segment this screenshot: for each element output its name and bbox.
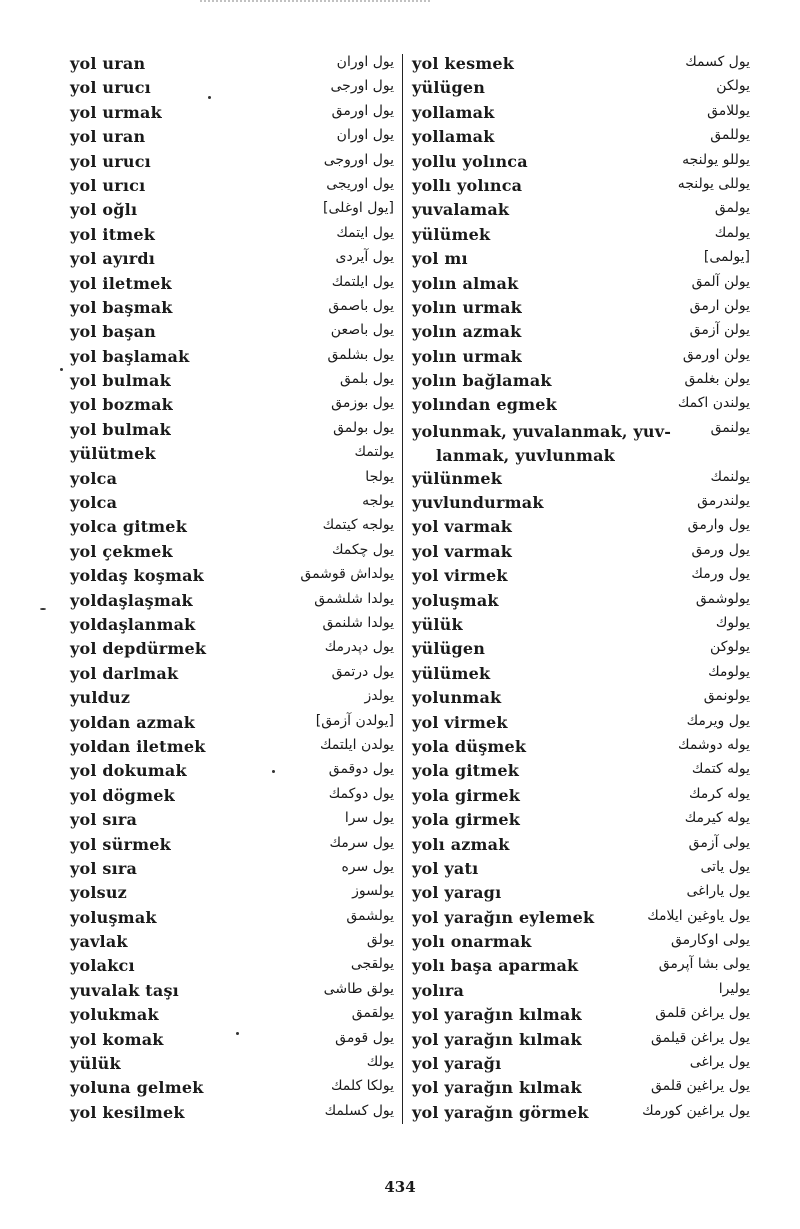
entry-transliteration: yol dokumak [70, 761, 187, 781]
dictionary-entry [70, 491, 400, 515]
entry-arabic-script: یول وارمق [687, 517, 750, 534]
entry-arabic-script: یوللی یولنجه [677, 175, 750, 192]
dictionary-entry [412, 345, 750, 369]
entry-transliteration: yol bulmak [70, 419, 171, 439]
entry-transliteration: yolca [70, 468, 118, 488]
entry-transliteration: yol virmek [412, 566, 508, 586]
entry-transliteration: yol kesmek [412, 54, 515, 73]
entry-transliteration: yolunmak [412, 688, 502, 708]
dictionary-entry [412, 272, 750, 296]
entry-transliteration: yol sıra [70, 858, 138, 878]
dictionary-entry [412, 613, 750, 637]
entry-arabic-script: یول ایلتمك [331, 273, 394, 290]
entry-transliteration-continued: lanmak, yuvlunmak [436, 445, 615, 465]
entry-arabic-script: یوله کتمك [691, 761, 750, 778]
entry-arabic-script: یول اوریجی [326, 175, 394, 192]
dictionary-entry [412, 418, 750, 467]
entry-arabic-script: یول اورمق [331, 102, 394, 119]
dictionary-entry [70, 711, 400, 735]
dictionary-entry [70, 540, 400, 564]
entry-transliteration: yolın azmak [412, 322, 522, 342]
dictionary-entry [412, 52, 750, 76]
dictionary-entry [70, 320, 400, 344]
entry-transliteration: yoluşmak [412, 590, 499, 610]
entry-transliteration: yol yarağın kılmak [412, 1029, 582, 1049]
dictionary-entry [412, 76, 750, 100]
entry-arabic-script: یول یراغی [689, 1054, 750, 1071]
ink-speck [60, 368, 63, 371]
entry-transliteration: yülümek [412, 663, 491, 683]
dictionary-entry [70, 296, 400, 320]
ink-speck [272, 770, 275, 773]
entry-arabic-script: یولدز [364, 688, 394, 705]
entry-transliteration: yoluna gelmek [70, 1078, 204, 1098]
dictionary-entry [412, 857, 750, 881]
entry-arabic-script: یولی آزمق [688, 834, 750, 851]
entry-transliteration: yol başan [70, 322, 156, 342]
entry-transliteration: yolukmak [70, 1005, 159, 1025]
entry-transliteration: yolı başa aparmak [412, 956, 579, 976]
entry-arabic-script: یول سره [341, 858, 394, 875]
entry-transliteration: yol dögmek [70, 785, 175, 805]
entry-arabic-script: یول ایتمك [336, 224, 394, 241]
dictionary-entry [412, 662, 750, 686]
entry-transliteration: yola düşmek [412, 736, 527, 756]
entry-transliteration: yol urıcı [70, 175, 146, 195]
entry-transliteration: yoldan iletmek [70, 736, 206, 756]
dictionary-entry [412, 1028, 750, 1052]
entry-arabic-script: یولقمق [351, 1005, 394, 1022]
dictionary-entry [412, 833, 750, 857]
entry-arabic-script: یولقجی [350, 956, 394, 973]
entry-arabic-script: یولی بشا آپرمق [658, 956, 750, 973]
entry-arabic-script: یولوکن [710, 639, 750, 656]
entry-transliteration: yol varmak [412, 541, 513, 561]
entry-transliteration: yol oğlı [70, 200, 138, 220]
dictionary-entry [70, 393, 400, 417]
header-rule [200, 0, 430, 8]
dictionary-entry [70, 759, 400, 783]
entry-transliteration: yolı onarmak [412, 932, 532, 952]
entry-arabic-script: یول بلمق [339, 371, 394, 388]
entry-transliteration: yülünmek [412, 468, 503, 488]
entry-transliteration: yol yarağın görmek [412, 1102, 589, 1122]
dictionary-entry [70, 150, 400, 174]
entry-arabic-script: یول بولمق [333, 419, 394, 436]
entry-arabic-script: یول آیردی [335, 249, 394, 266]
entry-arabic-script: یولك [366, 1054, 394, 1071]
entry-arabic-script: یوللمق [710, 127, 750, 144]
dictionary-entry [412, 954, 750, 978]
entry-transliteration: yülümek [412, 224, 491, 244]
dictionary-entry [70, 345, 400, 369]
dictionary-entry [412, 174, 750, 198]
entry-transliteration: yol itmek [70, 224, 156, 244]
entry-arabic-script: یول چکمك [331, 541, 394, 558]
entry-transliteration: yol bozmak [70, 395, 173, 415]
entry-arabic-script: یوله کرمك [688, 785, 750, 802]
entry-arabic-script: [یولمی] [703, 249, 750, 266]
entry-transliteration: yol varmak [412, 517, 513, 537]
entry-transliteration: yol depdürmek [70, 639, 207, 659]
entry-arabic-script: یولوك [715, 615, 750, 631]
entry-arabic-script: یولن آزمق [689, 322, 750, 339]
dictionary-entry [412, 296, 750, 320]
dictionary-entry [412, 784, 750, 808]
entry-arabic-script: یولن اورمق [682, 346, 750, 363]
entry-transliteration: yol urucı [70, 78, 151, 98]
entry-transliteration: yol yaragı [412, 883, 502, 903]
entry-transliteration: yoldaş koşmak [70, 566, 204, 586]
entry-arabic-script: [یولدن آزمق] [315, 712, 394, 729]
page-number: 434 [384, 1178, 416, 1196]
ink-speck [236, 1032, 239, 1035]
entry-transliteration: yülük [412, 615, 463, 634]
ink-speck [208, 96, 211, 99]
entry-transliteration: yolsuz [70, 883, 127, 903]
dictionary-entry [412, 1003, 750, 1027]
entry-arabic-script: یول اوران [336, 54, 394, 70]
dictionary-entry [70, 467, 400, 491]
entry-arabic-script: یولجا [365, 468, 394, 485]
dictionary-entry [70, 272, 400, 296]
entry-transliteration: yülügen [412, 78, 486, 98]
dictionary-entry [70, 369, 400, 393]
entry-arabic-script: یول یاتی [700, 858, 750, 875]
right-column [412, 52, 750, 1125]
entry-transliteration: yol ayırdı [70, 249, 156, 269]
entry-transliteration: yol uran [70, 54, 146, 73]
entry-arabic-script: یولکن [716, 78, 750, 95]
entry-transliteration: yol yatı [412, 858, 479, 878]
entry-transliteration: yollu yolınca [412, 151, 528, 171]
entry-transliteration: yol sürmek [70, 834, 171, 854]
entry-transliteration: yolın urmak [412, 297, 522, 317]
entry-arabic-script: یولق [366, 932, 394, 949]
dictionary-entry [70, 881, 400, 905]
entry-arabic-script: یول ویرمك [686, 712, 750, 729]
entry-transliteration: yol virmek [412, 712, 508, 732]
entry-arabic-script: یولجه [362, 493, 394, 510]
entry-arabic-script: یوله دوشمك [678, 736, 750, 753]
dictionary-entry [70, 198, 400, 222]
column-divider [402, 54, 403, 1124]
entry-transliteration: yol yarağın kılmak [412, 1005, 582, 1025]
entry-arabic-script: یولق طاشی [323, 980, 394, 997]
dictionary-entry [412, 735, 750, 759]
dictionary-entry [70, 979, 400, 1003]
entry-arabic-script: یول ورمق [691, 541, 750, 558]
entry-arabic-script: یولمك [714, 224, 750, 241]
dictionary-entry [412, 808, 750, 832]
entry-arabic-script: یول یاوغین ایلامك [647, 907, 750, 924]
dictionary-entry [70, 833, 400, 857]
entry-transliteration: yol başmak [70, 297, 173, 317]
entry-arabic-script: یول دوقمق [328, 761, 394, 778]
dictionary-entry [70, 784, 400, 808]
entry-arabic-script: یولنمق [710, 419, 750, 436]
entry-arabic-script: یول باصمق [328, 297, 394, 314]
entry-arabic-script: یول یراغن قیلمق [650, 1029, 750, 1046]
entry-arabic-script: یول ورمك [691, 566, 750, 583]
entry-transliteration: yuvalamak [412, 200, 510, 220]
entry-arabic-script: یولدا شلشمق [314, 590, 394, 607]
dictionary-entry [70, 125, 400, 149]
entry-transliteration: yolı azmak [412, 834, 510, 854]
dictionary-entry [412, 198, 750, 222]
entry-transliteration: yollamak [412, 102, 495, 122]
entry-arabic-script: یول کسلمك [324, 1102, 394, 1119]
entry-arabic-script: یولتمك [354, 444, 394, 461]
dictionary-entry [70, 1101, 400, 1125]
entry-transliteration: yollamak [412, 127, 495, 147]
entry-arabic-script: یولوشمق [695, 590, 750, 607]
entry-arabic-script: یولندرمق [697, 493, 750, 510]
entry-transliteration: yol çekmek [70, 541, 173, 561]
dictionary-entry [70, 906, 400, 930]
dictionary-entry [412, 1052, 750, 1076]
dictionary-entry [412, 759, 750, 783]
entry-transliteration: yol sıra [70, 810, 138, 830]
dictionary-entry [412, 906, 750, 930]
entry-transliteration: yavlak [70, 932, 128, 952]
dictionary-entry [412, 1101, 750, 1125]
dictionary-entry [412, 101, 750, 125]
entry-arabic-script: یولکا کلمك [330, 1078, 394, 1095]
dictionary-entry [70, 1052, 400, 1076]
entry-transliteration: yülügen [412, 639, 486, 659]
dictionary-entry [412, 491, 750, 515]
entry-arabic-script: یول سرمك [329, 834, 394, 851]
dictionary-entry [70, 1003, 400, 1027]
dictionary-entry [412, 150, 750, 174]
entry-transliteration: yoldaşlaşmak [70, 590, 193, 610]
entry-transliteration: yolından egmek [412, 395, 557, 415]
entry-transliteration: yoldan azmak [70, 712, 196, 732]
entry-arabic-script: یول سرا [344, 810, 394, 827]
ink-speck [40, 608, 46, 610]
entry-arabic-script: یول درتمق [331, 663, 394, 680]
entry-arabic-script: یولومك [708, 663, 750, 680]
entry-transliteration: yolın almak [412, 273, 519, 293]
dictionary-entry [412, 467, 750, 491]
entry-transliteration: yolca [70, 493, 118, 513]
entry-arabic-script: یول اوران [336, 127, 394, 144]
dictionary-entry [412, 540, 750, 564]
dictionary-entry [412, 515, 750, 539]
entry-transliteration: yol mı [412, 249, 468, 269]
dictionary-entry [412, 589, 750, 613]
entry-arabic-script: یوله کیرمك [684, 810, 750, 827]
entry-arabic-script: یول باصعن [330, 322, 394, 339]
entry-transliteration: yol yarağın kılmak [412, 1078, 582, 1098]
entry-arabic-script: یول اوروجی [323, 151, 394, 168]
entry-transliteration: yol urmak [70, 102, 162, 122]
dictionary-entry [70, 174, 400, 198]
dictionary-entry [70, 101, 400, 125]
entry-transliteration: yol bulmak [70, 371, 171, 391]
entry-arabic-script: یول یاراغی [686, 883, 750, 900]
entry-transliteration: yuvlundurmak [412, 493, 544, 513]
entry-transliteration: yola girmek [412, 785, 521, 805]
entry-transliteration: yol başlamak [70, 346, 190, 366]
dictionary-entry [70, 515, 400, 539]
dictionary-entry [70, 857, 400, 881]
entry-transliteration: yol uran [70, 127, 146, 147]
entry-arabic-script: یول قومق [335, 1029, 394, 1046]
entry-transliteration: yolın urmak [412, 346, 522, 366]
dictionary-entry [412, 393, 750, 417]
entry-transliteration: yol yarağın eylemek [412, 907, 595, 927]
dictionary-entry [70, 52, 400, 76]
dictionary-entry [412, 711, 750, 735]
dictionary-entry [412, 930, 750, 954]
entry-transliteration: yola girmek [412, 810, 521, 830]
dictionary-entry [70, 76, 400, 100]
entry-arabic-script: یول کسمك [685, 54, 750, 70]
entry-transliteration: yol iletmek [70, 273, 172, 293]
dictionary-entry [70, 589, 400, 613]
entry-transliteration: yolın bağlamak [412, 371, 552, 391]
dictionary-entry [412, 320, 750, 344]
dictionary-entry [412, 686, 750, 710]
entry-transliteration: yoluşmak [70, 907, 157, 927]
entry-arabic-script: یول اورجی [330, 78, 394, 95]
entry-transliteration: yoldaşlanmak [70, 614, 196, 634]
dictionary-entry [412, 881, 750, 905]
dictionary-entry [70, 954, 400, 978]
entry-transliteration: yülütmek [70, 444, 156, 464]
entry-arabic-script: یولدا شلنمق [322, 614, 394, 631]
entry-transliteration: yol komak [70, 1029, 164, 1049]
dictionary-entry [70, 735, 400, 759]
dictionary-entry [70, 637, 400, 661]
entry-arabic-script: یولن ارمق [689, 297, 750, 314]
entry-arabic-script: یول دپدرمك [324, 639, 394, 656]
dictionary-entry [412, 637, 750, 661]
entry-arabic-script: یول یراغن قلمق [655, 1005, 750, 1022]
dictionary-entry [412, 564, 750, 588]
entry-arabic-script: یول بوزمق [331, 395, 394, 412]
dictionary-entry [412, 979, 750, 1003]
dictionary-entry [412, 369, 750, 393]
dictionary-entry [70, 442, 400, 466]
entry-transliteration: yülük [70, 1054, 121, 1074]
dictionary-entry [70, 686, 400, 710]
entry-arabic-script: یولنمك [710, 468, 750, 485]
entry-transliteration: yolunmak, yuvalanmak, yuv- [412, 421, 672, 441]
entry-arabic-script: یولی اوکارمق [670, 932, 750, 949]
entry-arabic-script: یول دوکمك [328, 785, 394, 802]
entry-arabic-script: یولشمق [346, 907, 394, 924]
dictionary-entry [412, 247, 750, 271]
entry-transliteration: yola gitmek [412, 761, 520, 781]
entry-arabic-script: یولندن اکمك [677, 395, 750, 412]
entry-transliteration: yollı yolınca [412, 175, 523, 195]
dictionary-entry [70, 930, 400, 954]
entry-arabic-script: یولداش قوشمق [300, 566, 394, 583]
dictionary-entry [70, 662, 400, 686]
entry-transliteration: yulduz [70, 688, 131, 708]
dictionary-entry [70, 223, 400, 247]
entry-arabic-script: یولجه کیتمك [322, 517, 394, 534]
dictionary-entry [70, 564, 400, 588]
dictionary-entry [70, 613, 400, 637]
entry-transliteration: yuvalak taşı [70, 980, 179, 1000]
entry-arabic-script: یولسوز [352, 883, 394, 900]
dictionary-entry [412, 125, 750, 149]
entry-arabic-script: یول بشلمق [327, 346, 394, 363]
entry-arabic-script: یولن بغلمق [684, 371, 750, 388]
dictionary-entry [70, 1028, 400, 1052]
entry-arabic-script: یولیرا [718, 980, 750, 997]
entry-transliteration: yol darlmak [70, 663, 179, 683]
entry-transliteration: yolca gitmek [70, 517, 187, 537]
entry-arabic-script: یولونمق [703, 688, 750, 705]
entry-arabic-script: یولمق [714, 200, 750, 217]
entry-transliteration: yol urucı [70, 151, 151, 171]
dictionary-entry [70, 418, 400, 442]
dictionary-entry [70, 247, 400, 271]
entry-arabic-script: یول یراغین کورمك [642, 1102, 750, 1119]
dictionary-entry [412, 1076, 750, 1100]
dictionary-entry [70, 808, 400, 832]
left-column [70, 52, 400, 1125]
dictionary-entry [412, 223, 750, 247]
entry-arabic-script: یولدن ایلتمك [319, 736, 394, 753]
entry-arabic-script: یوللو یولنجه [682, 151, 750, 168]
entry-arabic-script: یول یراغین قلمق [650, 1078, 750, 1095]
entry-transliteration: yol kesilmek [70, 1102, 185, 1122]
entry-arabic-script: [یول اوغلی] [323, 200, 394, 217]
dictionary-entry [70, 1076, 400, 1100]
entry-transliteration: yolıra [412, 980, 465, 1000]
entry-transliteration: yolakcı [70, 956, 135, 976]
entry-arabic-script: یوللامق [707, 102, 750, 119]
entry-transliteration: yol yarağı [412, 1054, 502, 1074]
entry-arabic-script: یولن آلمق [691, 273, 750, 290]
